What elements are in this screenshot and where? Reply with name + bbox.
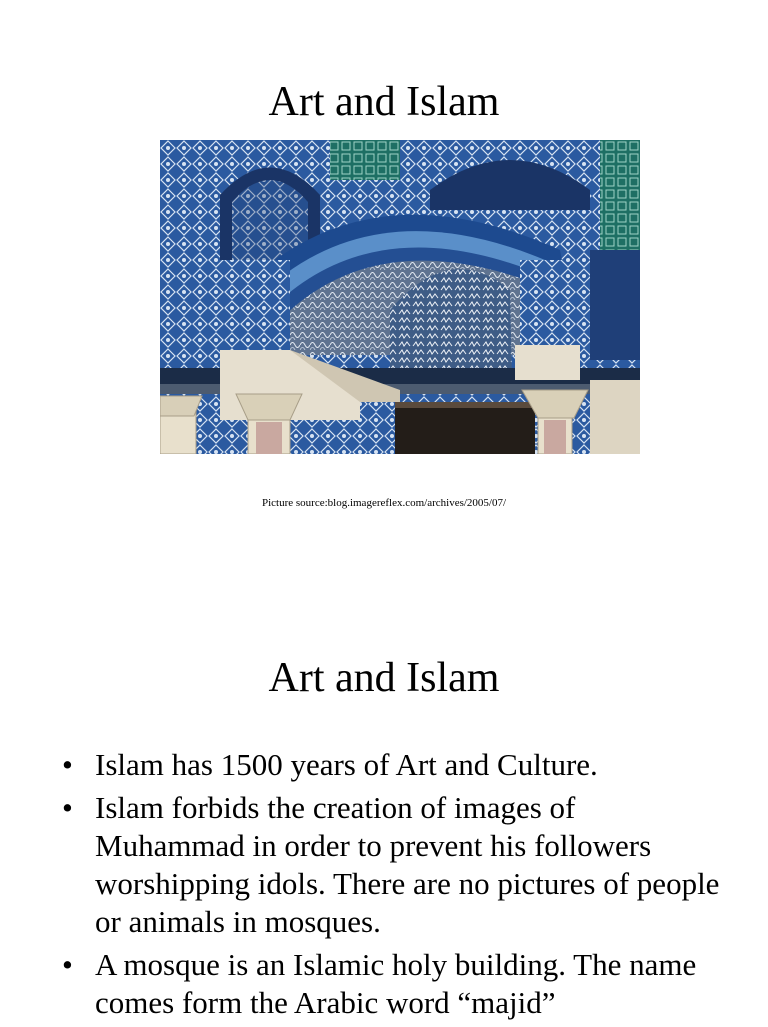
bullet-list (62, 746, 722, 1027)
slide-2 (0, 560, 768, 1024)
bullet-item (62, 946, 722, 1022)
mosque-arch-photo (160, 140, 640, 454)
bullet-text: A mosque is an Islamic holy building. The name comes form the Arabic word “majid” (95, 947, 697, 1020)
slide-2-title: Art and Islam (268, 655, 500, 701)
bullet-dot: • (62, 747, 73, 782)
bullet-item (62, 746, 722, 784)
mosque-arch-illustration (160, 140, 640, 454)
slide-1-title: Art and Islam (268, 79, 500, 125)
bullet-text: Islam forbids the creation of images of Muhammad in order to prevent his followers worshipping idols. There are no pictures of people or animals in mosques. (95, 790, 720, 939)
picture-source-caption: Picture source:blog.imagereflex.com/archives/2005/07/ (261, 497, 507, 509)
bullet-text: Islam has 1500 years of Art and Culture. (95, 747, 598, 782)
bullet-dot: • (62, 790, 73, 825)
bullet-item (62, 789, 722, 941)
bullet-dot: • (62, 947, 73, 982)
